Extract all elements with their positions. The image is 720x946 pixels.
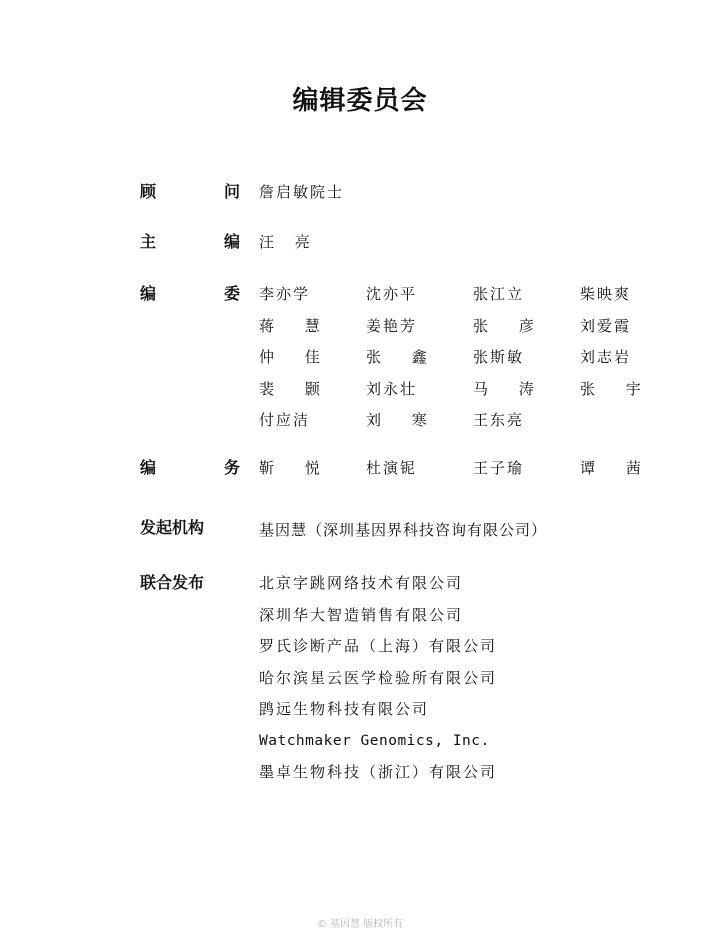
member-name: 张 彦 <box>473 316 547 335</box>
chief-editor-name: 汪 亮 <box>259 233 318 251</box>
member-name: 马 涛 <box>473 379 547 398</box>
member-name: 张 宇 <box>580 379 654 398</box>
member-name: 张江立 <box>473 285 525 303</box>
co-publisher-item: Watchmaker Genomics, Inc. <box>259 732 490 749</box>
member-name: 姜艳芳 <box>366 316 418 335</box>
name-row <box>259 316 687 348</box>
name-row <box>259 458 687 490</box>
co-publisher-item: 哈尔滨星云医学检验所有限公司 <box>259 668 498 687</box>
co-publisher-list <box>259 573 497 794</box>
initiator-org: 基因慧（深圳基因界科技咨询有限公司） <box>259 521 548 539</box>
label-initiator: 发起机构 <box>140 518 205 537</box>
label-advisor <box>140 182 240 202</box>
member-name: 刘 寒 <box>366 411 440 429</box>
member-name: 谭 茜 <box>580 459 654 477</box>
label-char: 编 <box>223 232 240 251</box>
copyright-footer: © 基因慧 版权所有 <box>316 919 404 930</box>
label-editorial-affairs <box>140 458 240 478</box>
member-name: 柴映爽 <box>580 285 632 303</box>
name-row <box>259 284 687 316</box>
co-publisher-item: 北京字跳网络技术有限公司 <box>259 574 464 592</box>
page-title: 编辑委员会 <box>292 86 428 116</box>
label-char: 委 <box>223 284 240 303</box>
member-name: 王子瑜 <box>473 459 525 477</box>
label-char: 主 <box>140 232 157 251</box>
label-char: 编 <box>140 284 157 303</box>
co-publisher-item: 罗氏诊断产品（上海）有限公司 <box>259 637 498 655</box>
co-publisher-item: 墨卓生物科技（浙江）有限公司 <box>259 763 498 781</box>
advisor-name: 詹启敏院士 <box>259 183 345 201</box>
member-name: 付应洁 <box>259 411 311 429</box>
label-char: 问 <box>223 182 240 201</box>
label-co-publishers: 联合发布 <box>140 573 205 592</box>
member-name: 仲 佳 <box>259 348 333 366</box>
member-name: 杜演铌 <box>366 459 418 477</box>
label-char: 务 <box>223 458 240 477</box>
co-publisher-item: 鹍远生物科技有限公司 <box>259 700 430 718</box>
member-name: 王东亮 <box>473 411 525 429</box>
label-char: 顾 <box>140 182 157 201</box>
editorial-affairs-grid <box>259 458 687 490</box>
member-name: 刘永壮 <box>366 379 418 398</box>
name-row <box>259 347 687 379</box>
editorial-board-grid <box>259 284 687 442</box>
name-row <box>259 410 687 442</box>
member-name: 裴 颢 <box>259 379 333 398</box>
member-name: 李亦学 <box>259 285 311 303</box>
member-name: 张斯敏 <box>473 348 525 366</box>
member-name: 沈亦平 <box>366 285 418 303</box>
member-name: 刘志岩 <box>580 348 632 366</box>
co-publisher-item: 深圳华大智造销售有限公司 <box>259 605 464 624</box>
label-editorial-board <box>140 284 240 304</box>
member-name: 靳 悦 <box>259 459 333 477</box>
member-name: 刘爱霞 <box>580 316 632 335</box>
member-name: 蒋 慧 <box>259 316 333 335</box>
member-name: 张 鑫 <box>366 348 440 366</box>
label-char: 编 <box>140 458 157 477</box>
label-chief-editor <box>140 232 240 252</box>
name-row <box>259 379 687 411</box>
